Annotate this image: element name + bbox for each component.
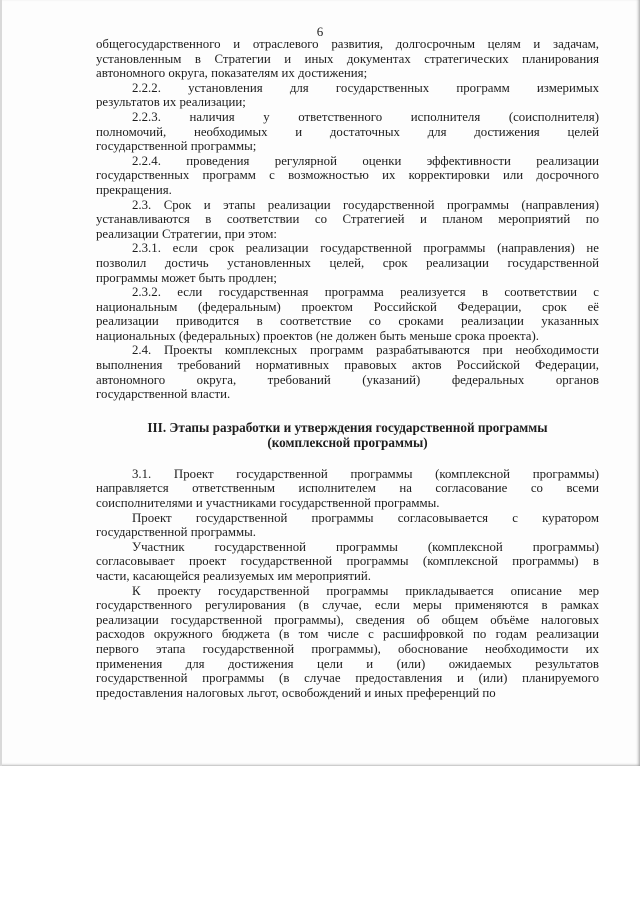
text-line: программы может быть продлен; (96, 270, 277, 285)
text-line: общегосударственного и отраслевого развития, долгосрочным целям и задачам, (96, 37, 599, 51)
text-line: выполнения требований нормативных правовых актов Российской Федерации, (96, 358, 599, 373)
text-line: части, касающейся реализуемых им мероприятий. (96, 569, 372, 583)
text-line: результатов их реализации; (96, 95, 246, 110)
text-line: национальным (федеральным) проектом Российской Федерации, срок её (96, 299, 599, 314)
text-line: реализации государственной программы), сведения об общем объёме налоговых (96, 612, 599, 627)
section-heading (96, 420, 599, 450)
text-line: 2.2.3. наличия у ответственного исполнителя (соисполнителя) (132, 109, 599, 124)
text-line: 2.2.4. проведения регулярной оценки эффективности реализации (132, 153, 599, 168)
section-heading-line-2: (комплексной программы) (267, 434, 428, 450)
text-line: устанавливаются в соответствии со Стратегией и планом мероприятий по (96, 212, 599, 227)
text-line: установленным в Стратегии и иных документах стратегических планирования (96, 51, 599, 66)
text-line: государственного регулирования (в случае, если меры применяются в рамках (96, 598, 599, 613)
section-ii-continuation (96, 37, 599, 402)
paragraph-p-2-3 (96, 198, 599, 242)
text-line: автономного округа, показателям их достижения; (96, 66, 368, 81)
text-line: согласовывает проект государственной программы (комплексной программы) в (96, 554, 599, 569)
text-line: государственной программы. (96, 525, 256, 540)
text-line: 2.3. Срок и этапы реализации государственной программы (направления) (132, 197, 599, 212)
paragraph-p-cont (96, 37, 599, 81)
paragraph-p-2-2-3 (96, 110, 599, 154)
section-iii-body (96, 467, 599, 701)
text-line: 2.3.2. если государственная программа реализуется в соответствии с (132, 285, 599, 300)
page-number: 6 (316, 24, 324, 39)
text-line: первого этапа государственной программы), обоснование необходимости их (96, 641, 599, 656)
paragraph-p-2-4 (96, 343, 599, 401)
text-line: 3.1. Проект государственной программы (комплексной программы) (132, 466, 599, 481)
text-line: полномочий, необходимых и достаточных для достижения целей (96, 124, 599, 139)
text-line: Проект государственной программы согласовывается с куратором (132, 510, 599, 525)
text-line: 2.4. Проекты комплексных программ разрабатываются при необходимости (132, 343, 599, 358)
paragraph-p-3-1 (96, 467, 599, 511)
text-line: прекращения. (96, 182, 172, 197)
text-line: применения для достижения цели и (или) ожидаемых результатов (96, 656, 599, 671)
paragraph-p-attach (96, 584, 599, 701)
section-heading-line-1: III. Этапы разработки и утверждения государственной программы (147, 419, 548, 435)
page-edge (0, 0, 2, 766)
text-line: расходов окружного бюджета (в том числе с расшифровкой по годам реализации (96, 627, 599, 642)
text-line: направляется ответственным исполнителем на согласование со всеми (96, 481, 599, 496)
paragraph-p-participant (96, 540, 599, 584)
text-line: государственной власти. (96, 387, 231, 402)
text-line: реализации Стратегии, при этом: (96, 226, 277, 241)
text-line: национальных (федеральных) проектов (не должен быть меньше срока проекта). (96, 328, 539, 343)
text-line: Участник государственной программы (комплексной программы) (132, 539, 599, 554)
paragraph-p-2-2-2 (96, 81, 599, 110)
document-body (96, 37, 599, 700)
text-line: 2.3.1. если срок реализации государственной программы (направления) не (132, 241, 599, 256)
text-line: 2.2.2. установления для государственных программ измеримых (132, 80, 599, 95)
text-line: предоставления налоговых льгот, освобождений и иных преференций по (96, 685, 496, 700)
paragraph-p-2-3-1 (96, 241, 599, 285)
text-line: позволил достичь установленных целей, срок реализации государственной (96, 255, 599, 270)
paragraph-p-curator (96, 511, 599, 540)
paragraph-p-2-3-2 (96, 285, 599, 343)
text-line: автономного округа, требований (указаний) федеральных органов (96, 372, 599, 387)
text-line: государственных программ с возможностью их корректировки или досрочного (96, 168, 599, 183)
text-line: государственной программы (в случае предоставления и (или) планируемого (96, 671, 599, 686)
paragraph-p-2-2-4 (96, 154, 599, 198)
text-line: соисполнителями и участниками государственной программы. (96, 496, 440, 511)
text-line: государственной программы; (96, 139, 257, 154)
text-line: К проекту государственной программы прикладывается описание мер (132, 583, 599, 598)
text-line: реализации приводится в соответствие со сроками реализации указанных (96, 314, 599, 329)
